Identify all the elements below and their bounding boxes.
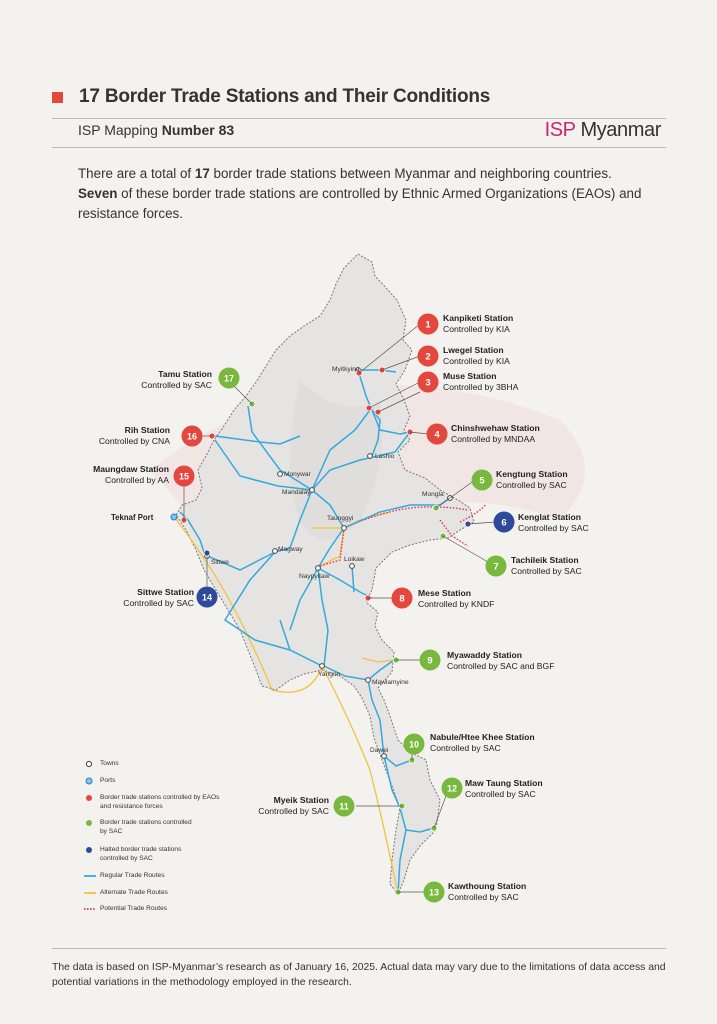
station-label-1: Kanpiketi Station Controlled by KIA: [443, 313, 514, 334]
station-label-15: Maungdaw Station Controlled by AA: [93, 464, 169, 485]
town-dawei-dot: [382, 754, 387, 759]
town-label: Lashio: [375, 453, 395, 460]
town-magway-dot: [273, 549, 278, 554]
port-label: Teknaf Port: [111, 513, 154, 522]
station-label-9: Myawaddy Station Controlled by SAC and BGF: [447, 650, 555, 671]
brand-name: Myanmar: [580, 119, 661, 141]
station-number-10: 10: [408, 739, 420, 750]
town-label: Loikaw: [344, 556, 365, 563]
station-number-4: 4: [434, 429, 440, 441]
station-number-15: 15: [178, 471, 190, 482]
intro-text-2a: Seven: [78, 186, 118, 201]
footer-rule: [52, 948, 666, 949]
intro-text-1c: border trade stations between Myanmar and neighboring countries.: [209, 166, 612, 181]
station-number-12: 12: [446, 783, 458, 794]
series-number: Number 83: [161, 122, 235, 138]
intro-text-1b: 17: [194, 166, 210, 181]
station-number-9: 9: [427, 655, 433, 667]
station-label-17: Tamu Station Controlled by SAC: [141, 369, 212, 390]
station-number-14: 14: [201, 592, 213, 603]
station-label-12: Maw Taung Station Controlled by SAC: [465, 778, 543, 799]
station-number-17: 17: [223, 373, 235, 384]
station-number-8: 8: [399, 593, 405, 605]
footer-note: The data is based on ISP-Myanmar’s research as of January 16, 2025. Actual data may vary due to the limitations of data access and potential variations in the methodology employed in the research.: [52, 962, 666, 988]
station-label-6: Kenglat Station Controlled by SAC: [518, 512, 589, 533]
station-number-5: 5: [479, 475, 485, 487]
town-label: Mandalay: [282, 489, 311, 496]
town-label: Mawlamyine: [372, 679, 409, 686]
station-number-16: 16: [186, 431, 198, 442]
station-label-10: Nabule/Htee Khee Station Controlled by SAC: [430, 732, 535, 753]
town-label: Dawei: [370, 747, 389, 754]
town-label: Myitkyina: [332, 366, 360, 373]
station-number-11: 11: [339, 801, 349, 812]
station-label-2: Lwegel Station Controlled by KIA: [443, 345, 510, 366]
station-number-3: 3: [425, 377, 431, 389]
station-label-4: Chinshwehaw Station Controlled by MNDAA: [451, 423, 540, 444]
town-naypyitaw-dot: [316, 566, 321, 571]
town-label: Naypyitaw: [299, 573, 330, 580]
station-number-13: 13: [428, 887, 440, 898]
town-mawlamyine-dot: [366, 678, 371, 683]
intro-text-2b: of these border trade stations are controlled by Ethnic Armed Organizations (EAOs) and resistance forces.: [78, 186, 642, 221]
brand-isp: ISP: [544, 119, 576, 141]
station-label-16: Rih Station Controlled by CNA: [98, 425, 170, 446]
station-label-3: Muse Station Controlled by 3BHA: [443, 371, 519, 392]
town-yangon-dot: [320, 664, 325, 669]
series-label: ISP Mapping: [78, 122, 158, 138]
town-label: Monywar: [284, 471, 311, 478]
town-label: Mongla: [422, 491, 444, 498]
teknaf-port-icon: [171, 514, 177, 520]
town-label: Taunggyi: [327, 515, 354, 522]
town-loikaw-dot: [350, 564, 355, 569]
station-number-6: 6: [501, 517, 507, 529]
town-label: Sittwe: [211, 559, 229, 566]
station-label-14: Sittwe Station Controlled by SAC: [123, 587, 194, 608]
town-monywar-dot: [278, 472, 283, 477]
station-number-1: 1: [425, 319, 431, 331]
town-lashio-dot: [368, 454, 373, 459]
station-label-8: Mese Station Controlled by KNDF: [418, 588, 495, 609]
station-number-7: 7: [493, 561, 499, 573]
station-label-5: Kengtung Station Controlled by SAC: [496, 469, 568, 490]
town-label: Magway: [278, 546, 303, 553]
station-label-7: Tachileik Station Controlled by SAC: [511, 555, 582, 576]
page-title: 17 Border Trade Stations and Their Conditions: [79, 86, 491, 107]
town-taunggyi-dot: [342, 526, 347, 531]
intro-text-1a: There are a total of: [78, 166, 195, 181]
station-label-13: Kawthoung Station Controlled by SAC: [448, 881, 527, 902]
station-label-11: Myeik Station Controlled by SAC: [258, 795, 329, 816]
station-number-2: 2: [425, 351, 431, 363]
town-label: Yangon: [318, 671, 341, 678]
